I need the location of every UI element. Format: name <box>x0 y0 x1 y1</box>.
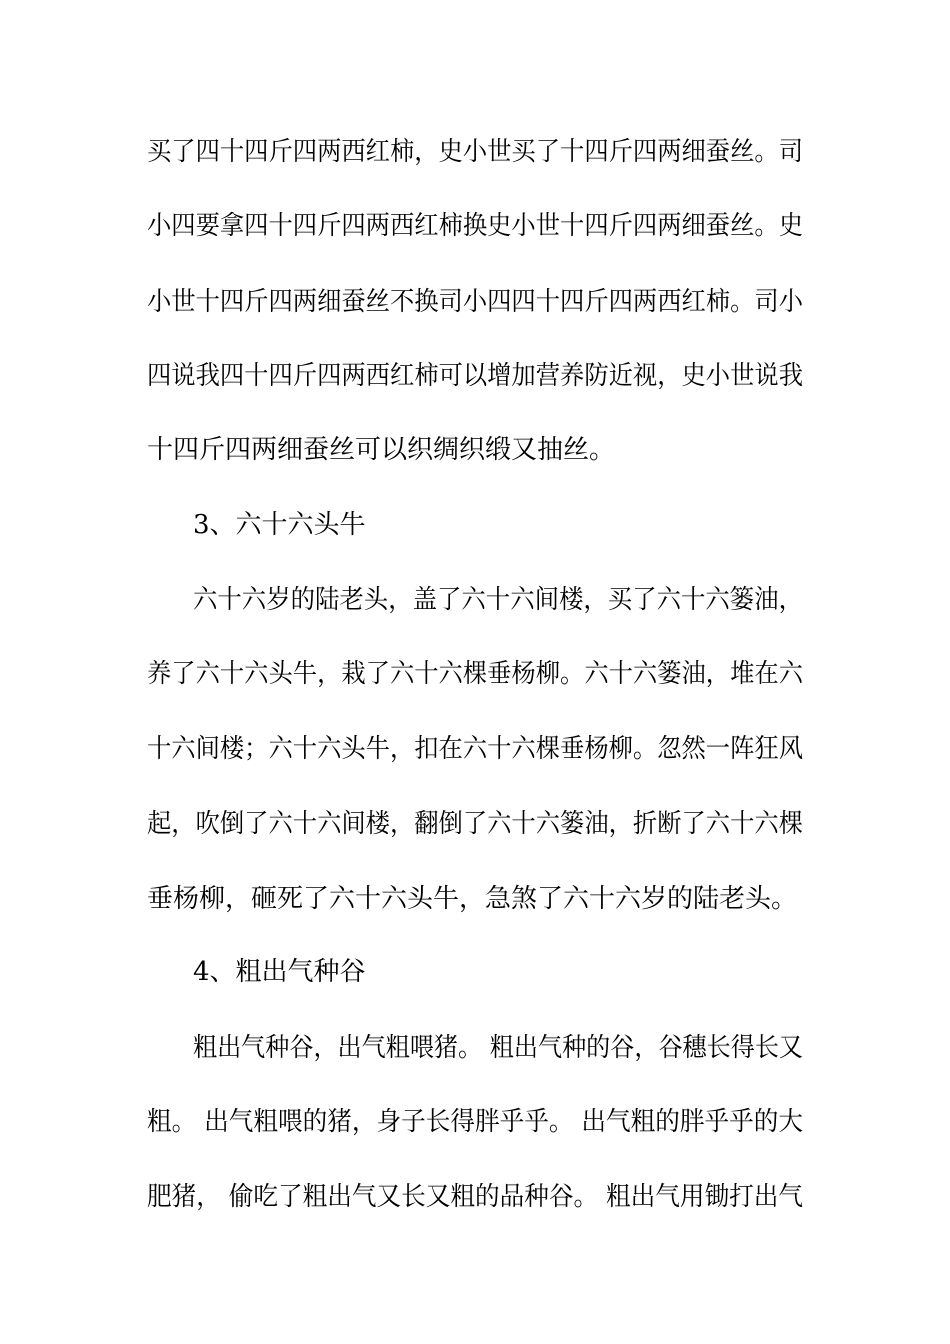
line-text: 粗出气种谷，出气粗喂猪。 粗出气种的谷，谷穗长得长又 <box>193 1033 803 1063</box>
text-line <box>0 206 950 246</box>
line-text: 养了六十六头牛，栽了六十六棵垂杨柳。六十六篓油，堆在六 <box>147 659 803 689</box>
text-line <box>0 580 950 620</box>
text-line <box>0 1028 950 1068</box>
text-line <box>0 654 950 694</box>
line-text: 垂杨柳，砸死了六十六头牛，急煞了六十六岁的陆老头。 <box>147 884 798 914</box>
line-text: 六十六岁的陆老头，盖了六十六间楼，买了六十六篓油， <box>193 585 803 615</box>
text-line <box>0 729 950 769</box>
text-line <box>0 282 950 322</box>
line-text: 买了四十四斤四两西红柿，史小世买了十四斤四两细蚕丝。司 <box>147 137 803 167</box>
heading-text: 4、粗出气种谷 <box>193 957 366 987</box>
text-line <box>0 879 950 919</box>
line-text: 小四要拿四十四斤四两西红柿换史小世十四斤四两细蚕丝。史 <box>147 211 803 241</box>
heading-text: 3、六十六头牛 <box>193 510 366 540</box>
text-line <box>0 430 950 470</box>
text-line <box>0 132 950 172</box>
section-heading <box>0 505 950 545</box>
line-text: 十四斤四两细蚕丝可以织绸织缎又抽丝。 <box>147 435 616 465</box>
text-line <box>0 1177 950 1217</box>
text-line <box>0 356 950 396</box>
line-text: 四说我四十四斤四两西红柿可以增加营养防近视，史小世说我 <box>147 361 803 391</box>
line-text: 肥猪， 偷吃了粗出气又长又粗的品种谷。 粗出气用锄打出气 <box>147 1182 803 1212</box>
section-heading <box>0 952 950 992</box>
line-text: 起，吹倒了六十六间楼，翻倒了六十六篓油，折断了六十六棵 <box>147 809 803 839</box>
line-text: 小世十四斤四两细蚕丝不换司小四四十四斤四两西红柿。司小 <box>147 287 803 317</box>
text-line <box>0 804 950 844</box>
line-text: 粗。 出气粗喂的猪，身子长得胖乎乎。 出气粗的胖乎乎的大 <box>147 1107 803 1137</box>
line-text: 十六间楼；六十六头牛，扣在六十六棵垂杨柳。忽然一阵狂风 <box>147 734 803 764</box>
text-line <box>0 1102 950 1142</box>
